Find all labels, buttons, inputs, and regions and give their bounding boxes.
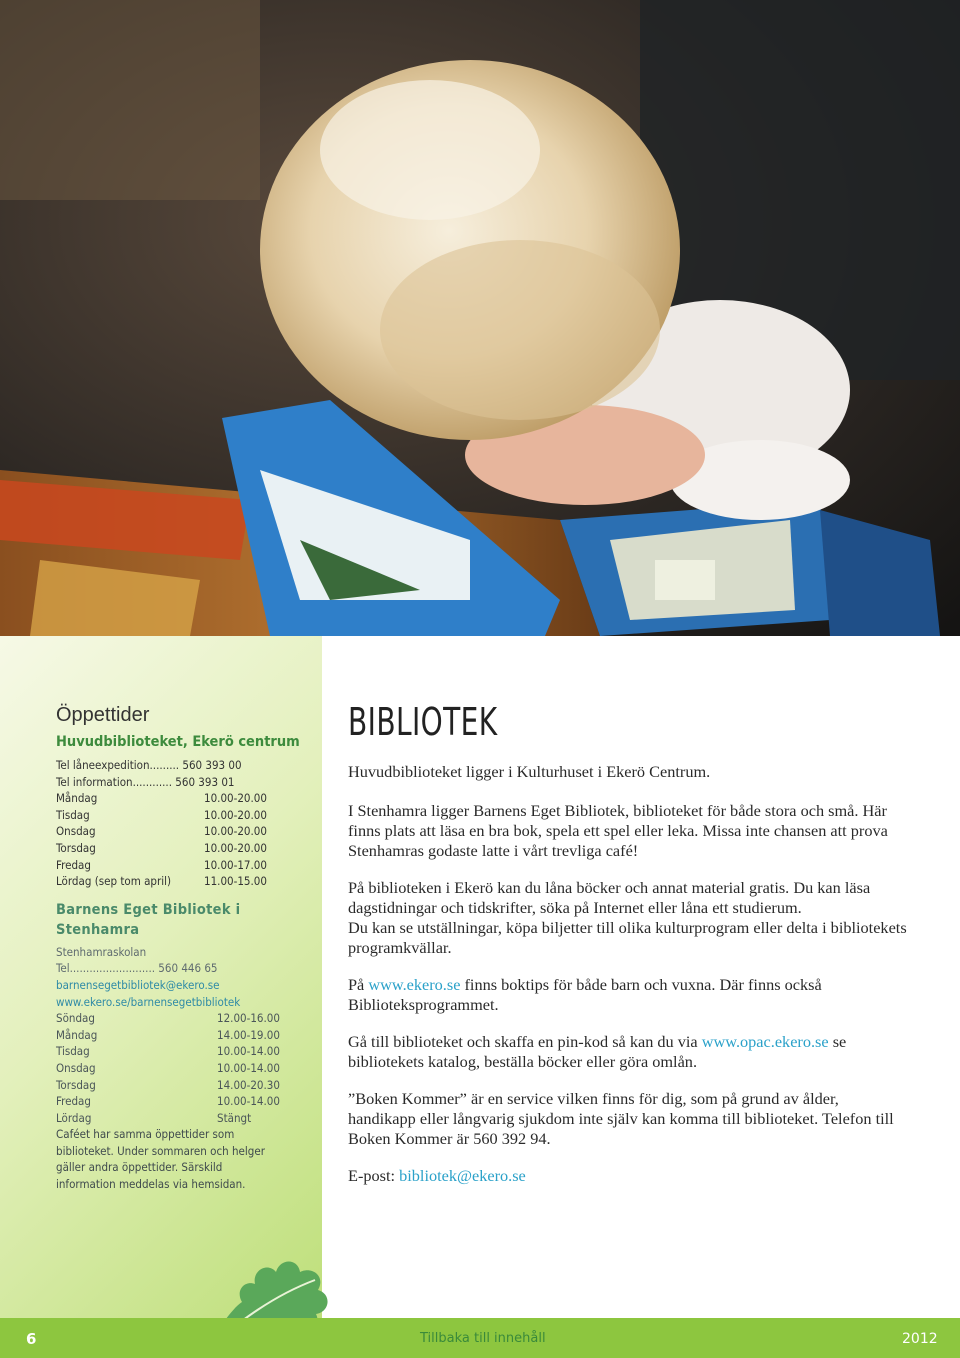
paragraph: På biblioteken i Ekerö kan du låna böcker och annat material gratis. Du kan läsa dagstidningar och tidskrifter, söka på Internet eller låna ett studierum. (348, 878, 871, 917)
hours-row: Måndag 14.00-19.00 (56, 1027, 280, 1042)
tel-line: Tel.......................... 560 446 65 (56, 961, 218, 976)
paragraph: Huvudbiblioteket ligger i Kulturhuset i Ekerö Centrum. (348, 762, 711, 781)
email-paragraph: E-post: bibliotek@ekero.se (348, 1166, 526, 1185)
hours-row: Fredag 10.00-14.00 (56, 1094, 280, 1109)
paragraph: I Stenhamra ligger Barnens Eget Bibliotek, biblioteket för både stora och små. Här finns plats att läsa en bra bok, spela ett spel eller leka. Missa inte chansen att prova Stenhamras godaste latte i vårt trevliga café! (348, 801, 888, 860)
hours-row: Torsdag 14.00-20.30 (56, 1077, 280, 1092)
hours-row: Onsdag 10.00-14.00 (56, 1060, 280, 1075)
hours-row: Torsdag 10.00-20.00 (56, 840, 267, 855)
hours-row: Lördag Stängt (56, 1110, 252, 1125)
hours-row: Lördag (sep tom april) 11.00-15.00 (56, 874, 267, 889)
website-link[interactable]: www.ekero.se/barnensegetbibliotek (56, 994, 241, 1009)
paragraph: ”Boken Kommer” är en service vilken finns för dig, som på grund av ålder, handikapp eller långvarig sjukdom inte själv kan komma till biblioteket. Telefon till Boken Kommer är 560 392 94. (348, 1089, 894, 1148)
contact-line: Tel låneexpedition......... 560 393 00 (56, 758, 242, 772)
hours-row: Söndag 12.00-16.00 (56, 1011, 280, 1026)
location-text: Stenhamraskolan (56, 944, 147, 959)
opening-hours-title: Öppettider (56, 704, 150, 726)
page-number: 6 (26, 1330, 37, 1348)
hours-row: Fredag 10.00-17.00 (56, 857, 267, 872)
hours-row: Tisdag 10.00-20.00 (56, 807, 267, 822)
hours-row: Tisdag 10.00-14.00 (56, 1044, 280, 1059)
paragraph: På www.ekero.se finns boktips för både barn och vuxna. Där finns också Biblioteksprogrammet. (348, 975, 822, 1014)
email-link[interactable]: barnensegetbibliotek@ekero.se (56, 977, 220, 992)
paragraph: Gå till biblioteket och skaffa en pin-kod så kan du via www.opac.ekero.se se bibliotekets katalog, beställa böcker eller göra omlån. (348, 1032, 847, 1071)
opac-link[interactable]: www.opac.ekero.se (701, 1032, 829, 1051)
child-with-books-photo (0, 0, 960, 636)
opening-hours-content (56, 704, 306, 1193)
hours-row: Måndag 10.00-20.00 (56, 791, 267, 806)
cafe-note: Caféet har samma öppettider som biblioteket. Under sommaren och helger gäller andra öppettider. Särskild information meddelas via hemsidan. (56, 1127, 265, 1192)
library-article (348, 700, 908, 1203)
paragraph: Du kan se utställningar, köpa biljetter till olika kulturprogram eller delta i bibliotekets programkvällar. (348, 918, 907, 957)
children-library-heading: Barnens Eget Bibliotek i Stenhamra (56, 901, 241, 938)
contact-line: Tel information............ 560 393 01 (56, 774, 235, 789)
page-title: BIBLIOTEK (348, 700, 498, 744)
library-email-link[interactable]: bibliotek@ekero.se (399, 1166, 526, 1185)
back-to-contents-link[interactable]: Tillbaka till innehåll (420, 1331, 546, 1346)
hours-row: Onsdag 10.00-20.00 (56, 824, 267, 839)
footer-year: 2012 (902, 1331, 938, 1347)
ekero-link[interactable]: www.ekero.se (368, 975, 461, 994)
main-library-heading: Huvudbiblioteket, Ekerö centrum (56, 734, 300, 750)
